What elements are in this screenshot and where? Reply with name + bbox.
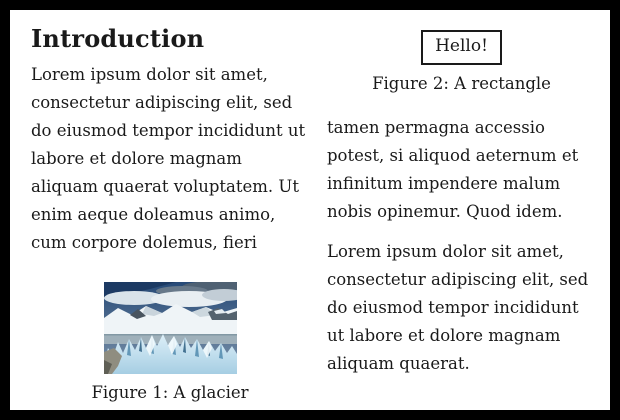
left-column — [31, 26, 309, 410]
figure-2 — [327, 30, 596, 94]
hello-rectangle: Hello! — [421, 30, 502, 65]
right-column — [327, 26, 596, 410]
figure-1 — [31, 282, 309, 403]
right-body-paragraph-2: Lorem ipsum dolor sit amet, consectetur adipiscing elit, sed do eiusmod tempor incididunt ut labore et dolore magnam aliquam quaerat. — [327, 242, 589, 373]
glacier-image — [104, 282, 237, 374]
figure-2-caption: Figure 2: A rectangle — [372, 74, 551, 93]
section-heading: Introduction — [31, 24, 205, 53]
left-body-paragraph: Lorem ipsum dolor sit amet, consectetur adipiscing elit, sed do eiusmod tempor incididunt ut labore et dolore magnam aliquam quaerat voluptatem. Ut enim aeque doleamus animo, cum corpore dolemus, fieri — [31, 65, 306, 252]
right-body-paragraph-1: tamen permagna accessio potest, si aliquod aeternum et infinitum impendere malum nobis opinemur. Quod idem. — [327, 118, 579, 221]
document-page — [10, 10, 610, 410]
figure-1-caption: Figure 1: A glacier — [91, 383, 249, 402]
